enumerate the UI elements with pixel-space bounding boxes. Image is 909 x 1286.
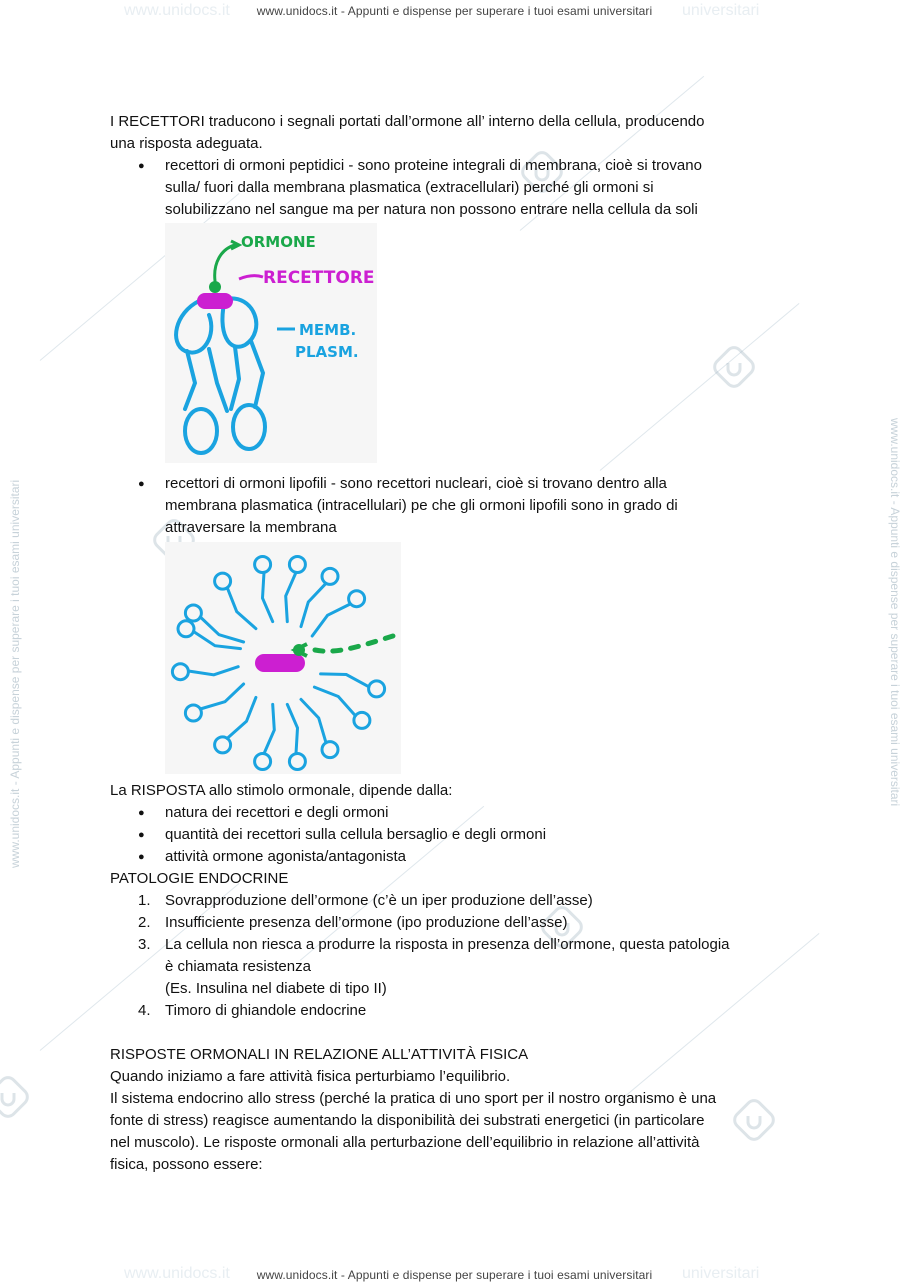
intro-line: una risposta adeguata. <box>110 135 263 152</box>
lipid-head <box>349 591 365 607</box>
footer-site-text[interactable]: www.unidocs.it - Appunti e dispense per superare i tuoi esami universitari <box>256 1268 653 1282</box>
header-site-text[interactable]: www.unidocs.it - Appunti e dispense per superare i tuoi esami universitari <box>256 4 653 18</box>
lipid-head <box>322 742 338 758</box>
item-text: (Es. Insulina nel diabete di tipo II) <box>165 980 387 997</box>
item-number: 1. <box>138 892 151 909</box>
lipid-head <box>215 737 231 753</box>
right-side-watermark: www.unidocs.it - Appunti e dispense per superare i tuoi esami universitari <box>888 418 902 807</box>
bullet-text: sulla/ fuori dalla membrana plasmatica (extracellulari) perché gli ormoni si <box>165 179 654 196</box>
lipid-tail <box>200 617 243 642</box>
lipid-tail <box>287 704 297 753</box>
lipid-tail <box>286 572 296 621</box>
lipid-head <box>215 573 231 589</box>
list-item-lipofili <box>110 473 810 539</box>
label-recettore: RECETTORE <box>263 268 375 288</box>
item-text: è chiamata resistenza <box>165 958 311 975</box>
item-number: 4. <box>138 1002 151 1019</box>
numbered-item <box>110 912 810 934</box>
nuclear-receptor-drawing <box>165 542 401 774</box>
lipid-tail <box>301 699 326 742</box>
lipid-head <box>185 605 201 621</box>
lipid-tail <box>227 588 256 629</box>
paragraph-line: fisica, possono essere: <box>110 1156 263 1173</box>
header-watermark-left: www.unidocs.it <box>124 2 230 19</box>
numbered-item <box>110 934 810 1000</box>
bullet-text: ● attività ormone agonista/antagonista <box>165 848 406 865</box>
lipid-head <box>289 754 305 770</box>
bullet-text: ● recettori di ormoni peptidici - sono proteine integrali di membrana, cioè si trovano <box>165 157 702 174</box>
bullet-text: ● recettori di ormoni lipofili - sono recettori nucleari, cioè si trovano dentro alla <box>165 475 667 492</box>
lipid-tail <box>312 604 350 636</box>
item-text: La cellula non riesca a produrre la risposta in presenza dell’ormone, questa patologia <box>165 936 730 953</box>
lipid-tail <box>314 687 355 716</box>
lipid-tail <box>264 704 274 753</box>
lipid-tail <box>227 697 256 738</box>
lipid-tail <box>321 674 369 687</box>
figure-nuclear-receptor <box>165 542 401 774</box>
label-memb: MEMB. <box>299 321 357 339</box>
bullet-text: ● quantità dei recettori sulla cellula bersaglio e degli ormoni <box>165 826 547 843</box>
lipid-head <box>172 664 188 680</box>
item-number: 2. <box>138 914 151 931</box>
lipid-head <box>178 621 194 637</box>
footer-watermark-left: www.unidocs.it <box>124 1265 230 1282</box>
list-item <box>110 802 810 824</box>
lipid-tail <box>188 667 238 675</box>
header-watermark-right: universitari <box>682 2 760 19</box>
paragraph-line: nel muscolo). Le risposte ormonali alla perturbazione dell’equilibrio in relazione all’attività <box>110 1134 700 1151</box>
lipid-tail <box>263 572 273 621</box>
item-text: Timoro di ghiandole endocrine <box>165 1002 367 1019</box>
bullet-text: membrana plasmatica (intracellulari) pe che gli ormoni lipofili sono in grado di <box>165 497 678 514</box>
lipid-head <box>185 705 201 721</box>
paragraph-line: Quando iniziamo a fare attività fisica perturbiamo l’equilibrio. <box>110 1068 511 1085</box>
item-text: Sovrapproduzione dell’ormone (c’è un iper produzione dell’asse) <box>165 892 593 909</box>
label-plasm: PLASM. <box>295 343 359 361</box>
lipid-head <box>354 712 370 728</box>
item-text: Insufficiente presenza dell’ormone (ipo produzione dell’asse) <box>165 914 568 931</box>
paragraph-line: fonte di stress) reagisce aumentando la disponibilità dei substrati energetici (in particolare <box>110 1112 705 1129</box>
list-item-peptidici <box>110 155 810 221</box>
list-item <box>110 846 810 868</box>
bullet-text: solubilizzano nel sangue ma per natura non possono entrare nella cellula da soli <box>165 201 698 218</box>
lipid-head <box>322 568 338 584</box>
risposte-title: RISPOSTE ORMONALI IN RELAZIONE ALL’ATTIVITÀ FISICA <box>110 1046 529 1063</box>
list-item <box>110 824 810 846</box>
lipid-head <box>369 681 385 697</box>
numbered-item <box>110 1000 810 1022</box>
main-content <box>110 111 810 1176</box>
left-side-watermark: www.unidocs.it - Appunti e dispense per superare i tuoi esami universitari <box>8 479 22 868</box>
membrane-drawing <box>165 223 377 463</box>
numbered-item <box>110 890 810 912</box>
bullet-text: ● natura dei recettori e degli ormoni <box>165 804 389 821</box>
label-ormone: ORMONE <box>241 233 316 251</box>
intro-line: I RECETTORI traducono i segnali portati dall’ormone all’ interno della cellula, producendo <box>110 113 705 130</box>
lipid-head <box>289 557 305 573</box>
bullet-text: attraversare la membrana <box>165 519 337 536</box>
lipid-head <box>255 557 271 573</box>
item-number: 3. <box>138 936 151 953</box>
spacer <box>110 1022 810 1044</box>
risposta-title: La RISPOSTA allo stimolo ormonale, dipende dalla: <box>110 782 453 799</box>
unidocs-logo-icon <box>0 1075 30 1119</box>
lipid-tail <box>200 684 243 709</box>
patologie-title: PATOLOGIE ENDOCRINE <box>110 870 289 887</box>
footer-watermark-right: universitari <box>682 1265 760 1282</box>
figure-membrane-receptor <box>165 223 377 463</box>
paragraph-line: Il sistema endocrino allo stress (perché la pratica di uno sport per il nostro organismo è una <box>110 1090 717 1107</box>
lipid-head <box>255 754 271 770</box>
